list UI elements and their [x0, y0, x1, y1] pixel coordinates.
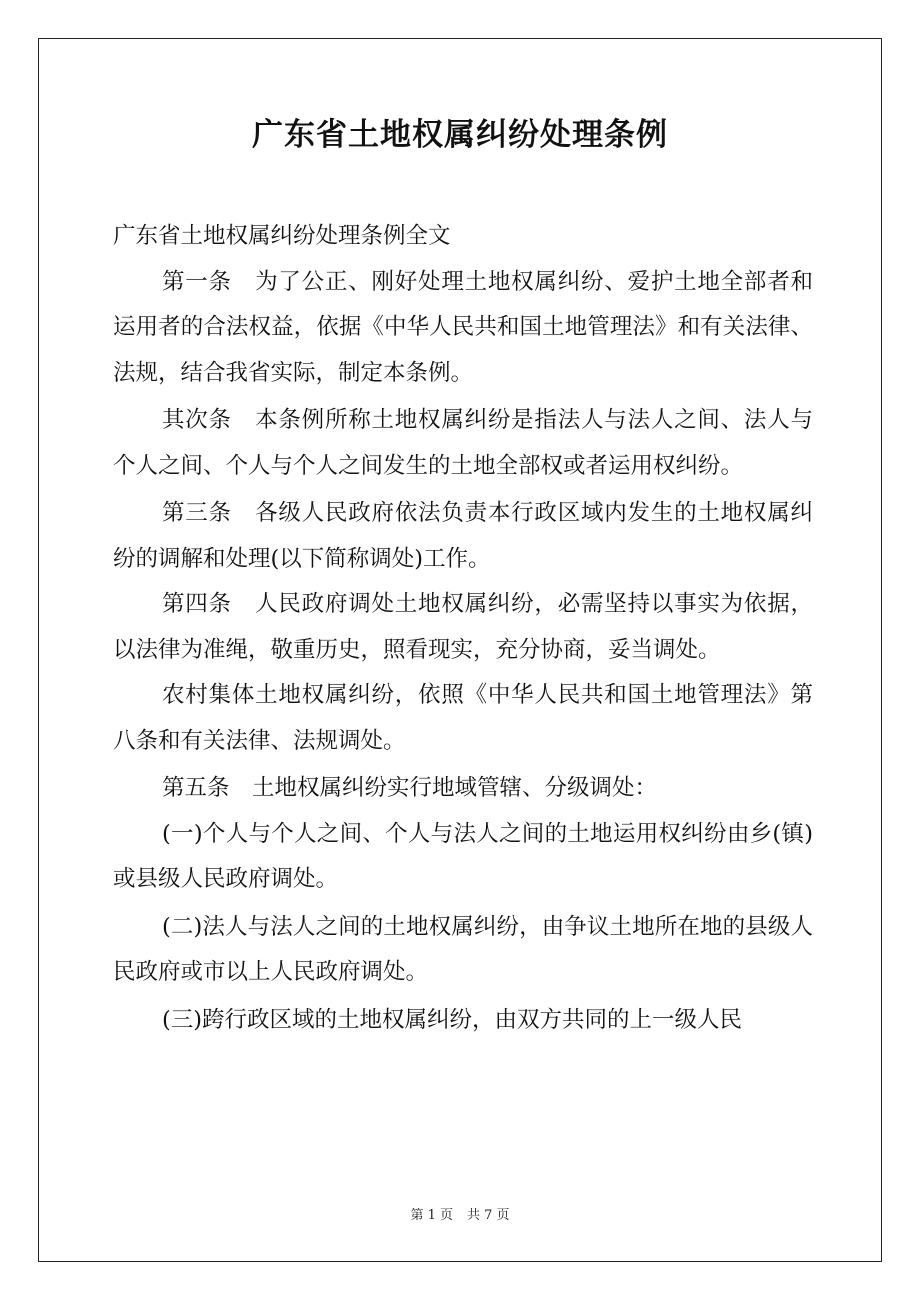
article-4: 第四条 人民政府调处土地权属纠纷，必需坚持以事实为依据，以法律为准绳，敬重历史，照看现实，充分协商，妥当调处。: [113, 591, 813, 663]
page-total: 共 7 页: [467, 1208, 510, 1223]
article-5-item-1: (一)个人与个人之间、个人与法人之间的土地运用权纠纷由乡(镇)或县级人民政府调处。: [113, 820, 813, 892]
article-3: 第三条 各级人民政府依法负责本行政区域内发生的土地权属纠纷的调解和处理(以下简称调处)工作。: [113, 500, 813, 572]
page-footer: [0, 1206, 920, 1226]
document-subtitle: 广东省土地权属纠纷处理条例全文: [113, 223, 451, 249]
document-body: [113, 214, 813, 1043]
article-5: 第五条 土地权属纠纷实行地域管辖、分级调处：: [162, 775, 658, 801]
document-title: 广东省土地权属纠纷处理条例: [252, 117, 668, 153]
article-2: 其次条 本条例所称土地权属纠纷是指法人与法人之间、法人与个人之间、个人与个人之间发生的土地全部权或者运用权纠纷。: [113, 407, 813, 479]
article-5-item-3: (三)跨行政区域的土地权属纠纷，由双方共同的上一级人民: [162, 1006, 743, 1033]
article-4-clause: 农村集体土地权属纠纷，依照《中华人民共和国土地管理法》第八条和有关法律、法规调处。: [113, 682, 813, 754]
article-5-item-2: (二)法人与法人之间的土地权属纠纷，由争议土地所在地的县级人民政府或市以上人民政府调处。: [113, 913, 813, 985]
page-number: 第 1 页: [410, 1208, 453, 1223]
article-1: 第一条 为了公正、刚好处理土地权属纠纷、爱护土地全部者和运用者的合法权益，依据《中华人民共和国土地管理法》和有关法律、法规，结合我省实际，制定本条例。: [113, 268, 813, 386]
